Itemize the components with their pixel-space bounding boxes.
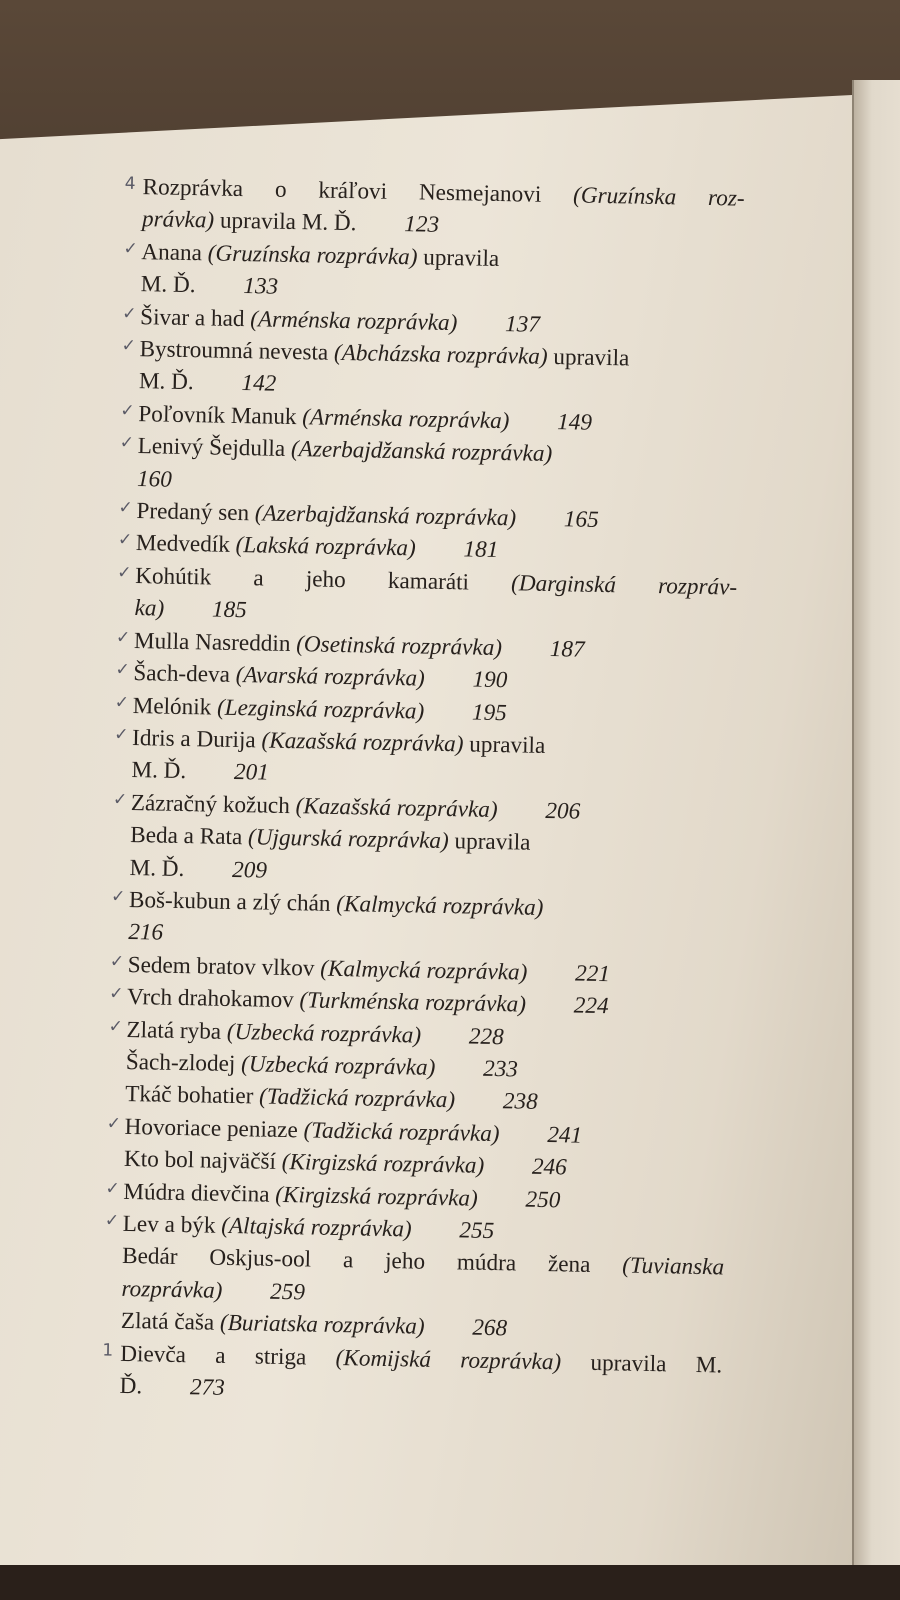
toc-title: Sedem bratov vlkov bbox=[127, 951, 315, 982]
handwritten-checkmark-icon: ✓ bbox=[106, 1113, 122, 1134]
handwritten-checkmark-icon: ✓ bbox=[120, 400, 135, 421]
toc-genre: (Kirgizská rozprávka) bbox=[281, 1149, 485, 1180]
toc-page-number: 255 bbox=[459, 1217, 495, 1245]
toc-title: Bedár Oskjus-ool a jeho múdra žena bbox=[121, 1243, 591, 1279]
table-of-contents bbox=[61, 170, 745, 1414]
toc-note: upravila bbox=[469, 731, 546, 759]
toc-genre: ka) bbox=[134, 595, 165, 622]
toc-genre: (Turkménska rozprávka) bbox=[299, 987, 527, 1018]
handwritten-checkmark-icon: 4 bbox=[124, 173, 136, 194]
toc-note: Ď. bbox=[119, 1372, 143, 1400]
handwritten-checkmark-icon: ✓ bbox=[113, 724, 129, 745]
toc-genre: (Tadžická rozprávka) bbox=[303, 1117, 500, 1147]
toc-genre: rozprávka) bbox=[121, 1275, 223, 1304]
toc-page-number: 209 bbox=[231, 856, 268, 884]
toc-page-number: 206 bbox=[545, 797, 581, 825]
toc-title: Dievča a striga bbox=[120, 1340, 307, 1371]
toc-page-number: 221 bbox=[574, 960, 611, 987]
toc-page-number: 250 bbox=[525, 1186, 561, 1213]
toc-title: Melónik bbox=[132, 692, 212, 721]
toc-title: Boš-kubun a zlý chán bbox=[128, 886, 331, 917]
toc-title: Mulla Nasreddin bbox=[133, 627, 291, 657]
toc-note: upravila M. Ď. bbox=[219, 208, 357, 237]
toc-title: Šivar a had bbox=[139, 303, 245, 332]
toc-note: M. Ď. bbox=[140, 271, 196, 299]
toc-title: Tkáč bohatier bbox=[125, 1081, 254, 1110]
toc-note: M. Ď. bbox=[131, 757, 187, 785]
toc-genre: (Osetinská rozprávka) bbox=[295, 630, 503, 661]
toc-title: Šach-deva bbox=[133, 660, 231, 688]
handwritten-checkmark-icon: ✓ bbox=[112, 789, 128, 810]
toc-note: upravila bbox=[553, 344, 630, 372]
toc-title: Múdra dievčina bbox=[123, 1178, 270, 1208]
toc-page-number: 133 bbox=[243, 273, 279, 300]
toc-page-number: 181 bbox=[463, 536, 499, 564]
handwritten-checkmark-icon: ✓ bbox=[110, 886, 126, 907]
adjacent-page-edge bbox=[852, 80, 900, 1565]
toc-genre: (Gruzínska rozprávka) bbox=[207, 240, 418, 271]
toc-entry bbox=[61, 1336, 722, 1413]
toc-title: Beda a Rata bbox=[129, 822, 243, 851]
toc-title: Medvedík bbox=[135, 530, 231, 559]
toc-note: upravila bbox=[423, 244, 500, 272]
handwritten-checkmark-icon: 1 bbox=[102, 1340, 114, 1361]
toc-genre: (Buriatska rozprávka) bbox=[219, 1310, 425, 1340]
toc-note: upravila bbox=[454, 828, 531, 856]
handwritten-checkmark-icon: ✓ bbox=[122, 303, 137, 324]
toc-title: Vrch drahokamov bbox=[126, 984, 295, 1014]
toc-genre: (Azerbajdžanská rozprávka) bbox=[254, 500, 517, 532]
toc-genre: (Darginská rozpráv- bbox=[510, 570, 738, 601]
toc-title: Hovoriace peniaze bbox=[124, 1113, 299, 1144]
toc-title: Poľovník Manuk bbox=[138, 400, 297, 430]
toc-title: Lenivý Šejdulla bbox=[137, 433, 286, 463]
toc-genre: právka) bbox=[141, 206, 215, 234]
toc-title: Bystroumná nevesta bbox=[139, 336, 329, 366]
toc-page-number: 201 bbox=[233, 759, 270, 786]
toc-page-number: 246 bbox=[531, 1153, 567, 1181]
toc-genre: (Lakská rozprávka) bbox=[235, 532, 416, 562]
toc-genre: (Uzbecká rozprávka) bbox=[240, 1051, 436, 1081]
toc-page-number: 137 bbox=[504, 310, 541, 338]
handwritten-checkmark-icon: ✓ bbox=[123, 238, 138, 259]
toc-title: Anana bbox=[141, 238, 203, 267]
toc-page-number: 259 bbox=[269, 1278, 306, 1306]
handwritten-checkmark-icon: ✓ bbox=[115, 627, 131, 648]
toc-page-number: 190 bbox=[472, 666, 508, 694]
toc-genre: (Kirgizská rozprávka) bbox=[275, 1181, 478, 1212]
toc-page-number: 142 bbox=[241, 370, 277, 398]
toc-genre: (Kalmycká rozprávka) bbox=[320, 955, 528, 986]
handwritten-checkmark-icon: ✓ bbox=[105, 1178, 120, 1199]
toc-title: Zázračný kožuch bbox=[130, 789, 291, 819]
handwritten-checkmark-icon: ✓ bbox=[118, 497, 133, 519]
toc-page-number: 195 bbox=[471, 699, 508, 726]
toc-genre: (Uzbecká rozprávka) bbox=[226, 1018, 422, 1049]
toc-page-number: 216 bbox=[128, 919, 164, 946]
toc-genre: (Kazašská rozprávka) bbox=[295, 792, 498, 823]
toc-title: Predaný sen bbox=[136, 498, 250, 527]
handwritten-checkmark-icon: ✓ bbox=[109, 951, 125, 972]
toc-genre: (Kalmycká rozprávka) bbox=[336, 890, 544, 921]
handwritten-checkmark-icon: ✓ bbox=[104, 1210, 120, 1231]
toc-genre: (Abcházska rozprávka) bbox=[333, 339, 548, 370]
toc-page-number: 268 bbox=[472, 1314, 508, 1342]
toc-title: Lev a býk bbox=[122, 1210, 216, 1239]
toc-title: Zlatá čaša bbox=[120, 1308, 215, 1336]
handwritten-checkmark-icon: ✓ bbox=[119, 432, 135, 454]
handwritten-checkmark-icon: ✓ bbox=[117, 530, 133, 551]
toc-genre: (Altajská rozprávka) bbox=[221, 1212, 412, 1243]
toc-page-number: 165 bbox=[563, 506, 599, 533]
toc-page-number: 238 bbox=[502, 1088, 538, 1116]
toc-note: M. Ď. bbox=[138, 368, 194, 396]
toc-page-number: 149 bbox=[556, 408, 593, 436]
toc-page-number: 241 bbox=[547, 1121, 583, 1149]
handwritten-checkmark-icon: ✓ bbox=[108, 1016, 124, 1037]
toc-genre: (Avarská rozprávka) bbox=[235, 662, 426, 692]
toc-title: Rozprávka o kráľovi Nesmejanovi bbox=[142, 174, 542, 208]
toc-genre: (Arménska rozprávka) bbox=[250, 305, 458, 336]
toc-page-number: 233 bbox=[482, 1055, 519, 1083]
toc-title: Šach-zlodej bbox=[125, 1048, 236, 1078]
toc-title: Zlatá ryba bbox=[126, 1016, 222, 1045]
toc-genre: (Kazašská rozprávka) bbox=[261, 727, 464, 758]
handwritten-checkmark-icon: ✓ bbox=[108, 983, 124, 1005]
toc-note: upravila M. bbox=[590, 1349, 723, 1379]
handwritten-checkmark-icon: ✓ bbox=[121, 335, 137, 357]
toc-genre: (Arménska rozprávka) bbox=[302, 404, 510, 435]
toc-page-number: 224 bbox=[573, 992, 609, 1020]
toc-page-number: 273 bbox=[189, 1374, 226, 1401]
toc-note: M. Ď. bbox=[129, 854, 185, 882]
toc-title: Kohútik a jeho kamaráti bbox=[134, 562, 470, 596]
toc-genre: (Tuvianska bbox=[622, 1252, 725, 1281]
toc-page-number: 185 bbox=[211, 596, 248, 624]
handwritten-checkmark-icon: ✓ bbox=[115, 659, 130, 681]
toc-genre: (Azerbajdžanská rozprávka) bbox=[290, 436, 553, 468]
toc-title: Kto bol najväčší bbox=[123, 1146, 277, 1176]
toc-genre: (Lezginská rozprávka) bbox=[216, 694, 425, 725]
toc-genre: (Tadžická rozprávka) bbox=[258, 1083, 456, 1114]
toc-genre: (Komijská rozprávka) bbox=[335, 1344, 562, 1375]
table-edge bbox=[0, 1565, 900, 1600]
toc-page-number: 228 bbox=[468, 1023, 504, 1050]
toc-genre: (Gruzínska roz- bbox=[572, 182, 745, 212]
toc-page-number: 160 bbox=[136, 465, 173, 493]
handwritten-checkmark-icon: ✓ bbox=[117, 562, 132, 583]
handwritten-checkmark-icon: ✓ bbox=[114, 692, 130, 713]
toc-page-number: 187 bbox=[549, 635, 585, 663]
toc-genre: (Ujgurská rozprávka) bbox=[247, 824, 449, 855]
toc-page-number: 123 bbox=[404, 211, 440, 239]
toc-title: Idris a Durija bbox=[131, 724, 256, 754]
